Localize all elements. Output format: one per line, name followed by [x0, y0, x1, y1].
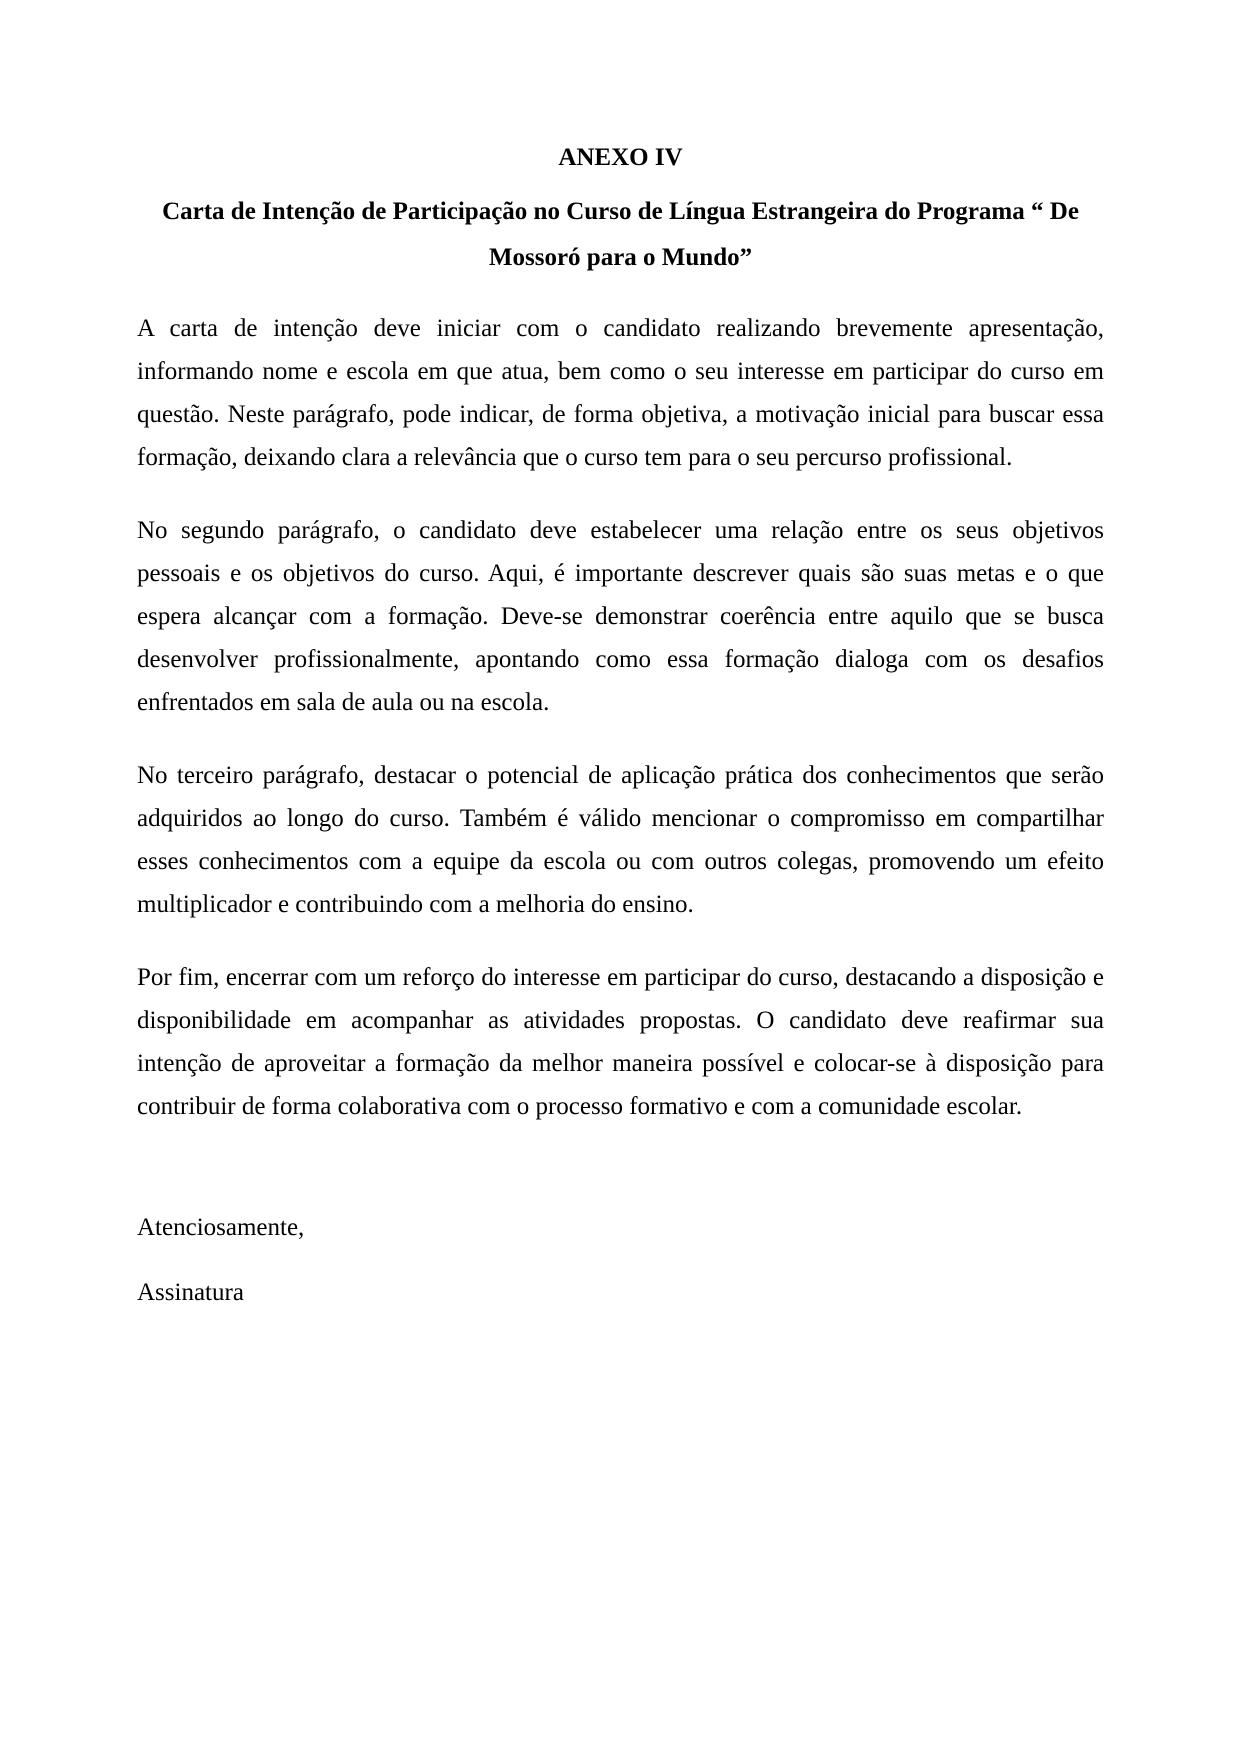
subtitle-line-2: Mossoró para o Mundo” [488, 244, 753, 271]
paragraph-second: No segundo parágrafo, o candidato deve estabelecer uma relação entre os seus objetivos pessoais e os objetivos do curso. Aqui, é importante descrever quais são suas metas e o que espera alcançar com a formação. Deve-se demonstrar coerência entre aquilo que se busca desenvolver profissionalmente, apontando como essa formação dialoga com os desafios enfrentados em sala de aula ou na escola. [137, 517, 1104, 716]
paragraph-closing-advice: Por fim, encerrar com um reforço do interesse em participar do curso, destacando a disposição e disponibilidade em acompanhar as atividades propostas. O candidato deve reafirmar sua intenção de aproveitar a formação da melhor maneira possível e colocar-se à disposição para contribuir de forma colaborativa com o processo formativo e com a comunidade escolar. [137, 964, 1104, 1120]
subtitle-line-1: Carta de Intenção de Participação no Curso de Língua Estrangeira do Programa “ De [162, 198, 1079, 225]
paragraph-third: No terceiro parágrafo, destacar o potencial de aplicação prática dos conhecimentos que serão adquiridos ao longo do curso. Também é válido mencionar o compromisso em compartilhar esses conhecimentos com a equipe da escola ou com outros colegas, promovendo um efeito multiplicador e contribuindo com a melhoria do ensino. [137, 762, 1104, 918]
document-subtitle [137, 189, 1104, 281]
spacer [137, 1158, 1104, 1206]
paragraph-introduction: A carta de intenção deve iniciar com o candidato realizando brevemente apresentação, informando nome e escola em que atua, bem como o seu interesse em participar do curso em questão. Neste parágrafo, pode indicar, de forma objetiva, a motivação inicial para buscar essa formação, deixando clara a relevância que o curso tem para o seu percurso profissional. [137, 315, 1104, 471]
page-title: ANEXO IV [558, 144, 683, 171]
closing-salutation: Atenciosamente, [137, 1214, 305, 1241]
signature-label: Assinatura [137, 1279, 244, 1306]
